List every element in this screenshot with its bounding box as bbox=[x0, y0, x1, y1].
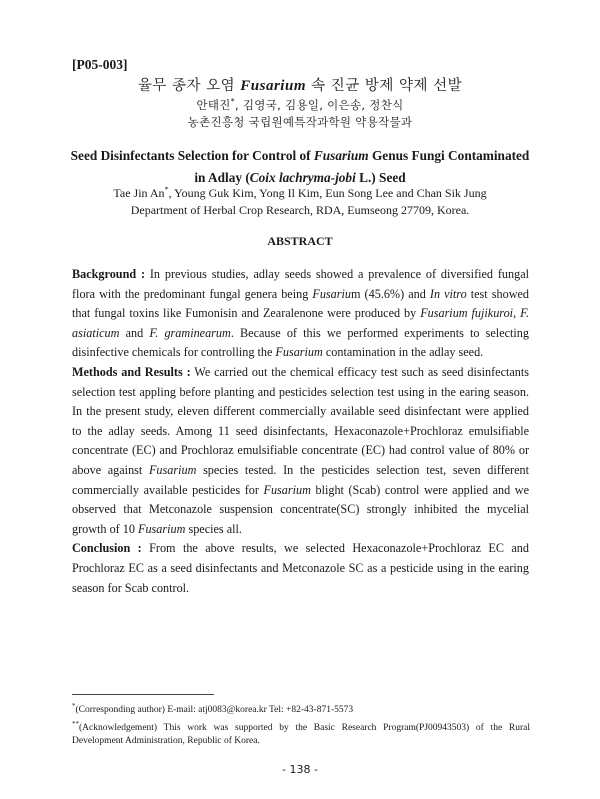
background-text-3: test showed that fungal toxins like Fumonisin and Zearalenone were produced by bbox=[72, 286, 529, 321]
background-species-fujikuroi: Fusarium fujikuroi bbox=[420, 306, 514, 321]
english-title-line1-pre: Seed Disinfectants Selection for Control of bbox=[70, 148, 314, 163]
korean-title-pre: 율무 종자 오염 bbox=[137, 78, 241, 94]
methods-paragraph bbox=[72, 363, 529, 539]
korean-author-mark: * bbox=[230, 97, 235, 107]
abstract-body bbox=[72, 265, 529, 598]
background-in-vitro: In vitro bbox=[429, 286, 467, 301]
korean-affiliation: 농촌진흥청 국립원예특작과학원 약용작물과 bbox=[187, 115, 413, 129]
english-title-line1-post: Genus Fungi Contaminated bbox=[368, 148, 530, 163]
english-other-authors: , Young Guk Kim, Yong Il Kim, Eun Song Lee and Chan Sik Jung bbox=[168, 186, 487, 200]
english-first-author: Tae Jin An bbox=[113, 186, 165, 200]
korean-title-genus: Fusarium bbox=[240, 78, 306, 94]
footnote-acknowledgement-text: (Acknowledgement) This work was supported by the Basic Research Program(PJ00943503) of the Rural Development Administration, Republic of Korea. bbox=[72, 722, 530, 747]
english-authors bbox=[0, 185, 600, 201]
background-genus-2: Fusarium bbox=[275, 345, 323, 360]
methods-text-1: We carried out the chemical efficacy test such as seed disinfectants selection test appling before planting and pesticides selection test using in the earing season. In the present study, eleven different commercially available seed disinfectant were applied to the adlay seeds. Among 11 seed disinfectants, Hexaconazole+Prochloraz emulsifiable concentrate (EC) and Prochloraz emulsifiable concentrate (EC) had control value of 80% or above against bbox=[72, 364, 529, 477]
methods-genus-1: Fusarium bbox=[148, 462, 197, 477]
methods-genus-3: Fusarium bbox=[138, 521, 186, 536]
background-text-1: In previous studies, adlay seeds showed a prevalence of diversified fungal flora with the predominant fungal genera being bbox=[72, 267, 529, 301]
abstract-heading: ABSTRACT bbox=[267, 234, 333, 248]
methods-genus-2: Fusarium bbox=[263, 482, 311, 497]
english-title-line2-species: Coix lachryma-jobi bbox=[249, 170, 356, 185]
page-number: - 138 - bbox=[282, 763, 318, 776]
english-title-line2-pre: in Adlay ( bbox=[194, 170, 250, 185]
korean-authors bbox=[0, 97, 600, 113]
footnote-acknowledgement bbox=[72, 718, 530, 749]
session-code: [P05-003] bbox=[72, 57, 128, 72]
korean-title bbox=[0, 74, 600, 95]
methods-text-4: species all. bbox=[185, 521, 242, 536]
footnote-mark-1: * bbox=[72, 702, 76, 710]
english-title-line1 bbox=[0, 145, 600, 167]
english-title bbox=[0, 145, 600, 189]
conclusion-paragraph bbox=[72, 539, 529, 598]
background-genus: Fusariu bbox=[312, 286, 351, 301]
background-text-4: , bbox=[513, 306, 521, 321]
background-text-7: contamination in the adlay seed. bbox=[322, 345, 484, 360]
methods-text-2: species tested. In the pesticides selection test, seven different commercially available pesticides for bbox=[72, 462, 530, 497]
background-text-5: and bbox=[119, 325, 150, 340]
footnotes bbox=[72, 700, 530, 749]
korean-title-post: 속 진균 방제 약제 선발 bbox=[305, 78, 463, 94]
english-affiliation: Department of Herbal Crop Research, RDA, Eumseong 27709, Korea. bbox=[130, 203, 470, 217]
korean-first-author: 안태진 bbox=[196, 98, 231, 112]
background-species-asiaticum: F. asiaticum bbox=[72, 306, 529, 340]
background-species-graminearum: F. graminearum bbox=[149, 325, 231, 340]
conclusion-text: From the above results, we selected Hexaconazole+Prochloraz EC and Prochloraz EC as a seed disinfectants and Metconazole SC as a pesticide using in the earing season for Scab control. bbox=[72, 541, 529, 595]
background-paragraph bbox=[72, 265, 529, 363]
english-title-line1-genus: Fusarium bbox=[313, 148, 369, 163]
footnote-mark-2: ** bbox=[72, 719, 79, 728]
english-title-line2-post: L.) Seed bbox=[355, 170, 406, 185]
methods-label: Methods and Results : bbox=[72, 364, 191, 379]
background-text-2: m (45.6%) and bbox=[350, 286, 430, 301]
methods-text-3: blight (Scab) control were applied and we observed that Metconazole suspension concentrate(SC) strongly inhibited the mycelial growth of 10 bbox=[72, 482, 529, 536]
footnote-corresponding bbox=[72, 700, 530, 718]
conclusion-label: Conclusion : bbox=[72, 541, 142, 556]
footnote-corresponding-text: (Corresponding author) E-mail: atj0083@korea.kr Tel: +82-43-871-5573 bbox=[75, 705, 354, 716]
background-text-6: . Because of this we performed experiments to selecting disinfective chemicals for controlling the bbox=[72, 325, 529, 360]
footnote-divider bbox=[72, 694, 214, 695]
english-author-mark: * bbox=[164, 185, 169, 194]
background-label: Background : bbox=[72, 267, 146, 281]
korean-other-authors: , 김영국, 김용일, 이은송, 정찬식 bbox=[234, 98, 404, 112]
